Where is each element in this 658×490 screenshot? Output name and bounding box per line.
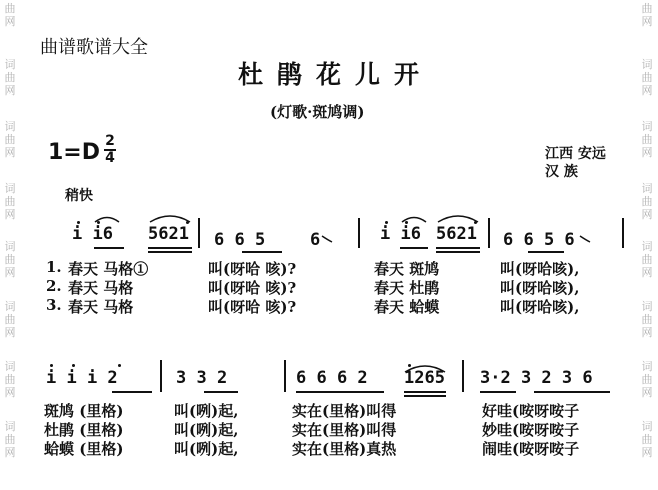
lyric-cell: 春天 杜鹃 [374,279,440,297]
song-subtitle: (灯歌·斑鸠调) [270,103,365,121]
beam-line [404,391,446,393]
beam-line [296,391,384,393]
lyric-cell: 实在(里格)叫得 [292,402,397,420]
measure-4-notes: 6 6 5 6 [503,230,575,250]
lyric-cell: 叫(呀哈咳), [500,260,580,278]
barline [284,360,286,392]
lyric-row-2: 2. [46,277,62,295]
measure-2b-notes: 6 [310,230,321,250]
lyric-row-1: 1. [46,258,62,276]
tempo-marking: 稍快 [65,188,93,204]
beam-line [112,391,152,393]
octave-dot [408,364,411,367]
octave-dot [118,364,121,367]
lyric-cell: 春天 斑鸠 [374,260,440,278]
lyric-cell: 叫(咧)起, [174,440,239,458]
lyric-cell: 好哇(咹呀咹子 [482,402,580,420]
lyric-cell: 实在(里格)叫得 [292,421,397,439]
song-title: 杜鹃花儿开 [238,60,434,89]
lyric-cell: 斑鸠 (里格) [44,402,124,420]
lyric-cell: 春天 马格 [68,298,134,316]
measure-3a-notes: i i6 [380,224,421,244]
barline [462,360,464,392]
lyric-row-3: 3. [46,296,62,314]
beam-line [534,391,610,393]
measure-6-notes: 3 3 2 [176,368,228,388]
lyric-cell: 杜鹃 (里格) [44,421,124,439]
measure-7a-notes: 6 6 6 2 [296,368,368,388]
beam-line [480,391,516,393]
lyric-cell: 叫(呀哈 咳)? [208,260,297,278]
measure-1a-notes: i i6 [72,224,113,244]
lyric-cell: 叫(咧)起, [174,402,239,420]
lyric-cell: 叫(呀哈 咳)? [208,279,297,297]
measure-7b-notes: 1265 [404,368,445,388]
lyric-cell: 春天 蛤蟆 [374,298,440,316]
lyric-cell: 春天 马格① [68,260,149,278]
lyric-cell: 叫(呀哈 咳)? [208,298,297,316]
lyric-cell: 蛤蟆 (里格) [44,440,124,458]
lyric-cell: 叫(呀哈咳), [500,298,580,316]
measure-8-notes: 3·2 3 2 3 6 [480,368,593,388]
lyric-cell: 叫(咧)起, [174,421,239,439]
watermark-right: 曲 网 词 曲 网 词 曲 网 词 曲 网 词 曲 网 词 曲 网 词 曲 网 词 曲 网 [641,2,653,459]
lyric-cell: 闹哇(咹呀咹子 [482,440,580,458]
octave-dot [72,364,75,367]
credit-region: 江西 安远 [545,146,606,162]
time-signature-bottom: 4 [105,150,115,166]
measure-3b-notes: 5621 [436,224,477,244]
measure-5-notes: i i i 2 [46,368,118,388]
credit-ethnicity: 汉 族 [545,164,578,180]
measure-2a-notes: 6 6 5 [214,230,266,250]
beam-line [204,391,238,393]
barline [160,360,162,392]
lyric-cell: 实在(里格)真热 [292,440,397,458]
watermark-left: 曲 网 词 曲 网 词 曲 网 词 曲 网 词 曲 网 词 曲 网 词 曲 网 词 曲 网 [4,2,16,459]
measure-1b-notes: 5621 [148,224,189,244]
site-name: 曲谱歌谱大全 [40,37,148,58]
octave-dot [50,364,53,367]
lyric-cell: 春天 马格 [68,279,134,297]
lyric-cell: 妙哇(咹呀咹子 [482,421,580,439]
key-signature: 1=D [48,140,101,165]
time-signature-top: 2 [105,133,115,149]
lyric-cell: 叫(呀哈咳), [500,279,580,297]
beam-line [404,395,446,397]
